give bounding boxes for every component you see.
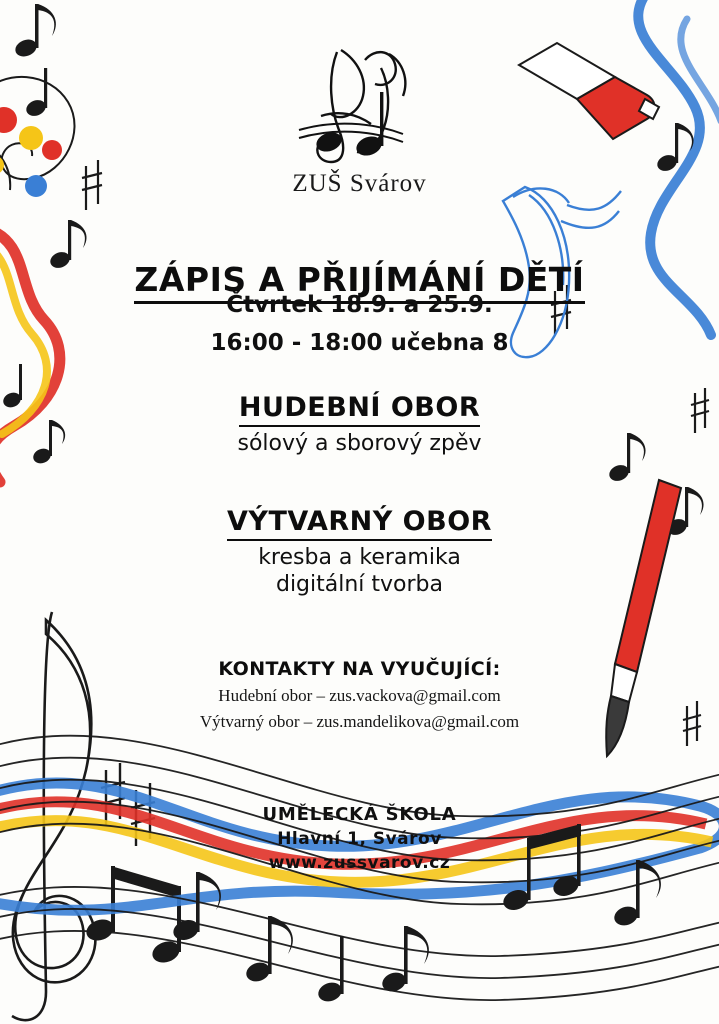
contact-art[interactable]: Výtvarný obor – zus.mandelikova@gmail.com [199, 712, 520, 731]
section-art-line-2: digitální tvorba [275, 572, 444, 597]
contacts-block [0, 658, 719, 732]
footer-address: Hlavní 1, Svárov [277, 829, 442, 849]
school-logo [0, 38, 719, 198]
event-date: Čtvrtek 18.9. a 25.9. [226, 292, 493, 318]
section-music-heading [0, 392, 719, 423]
section-art-heading-text: VÝTVARNÝ OBOR [227, 506, 492, 541]
contact-music[interactable]: Hudební obor – zus.vackova@gmail.com [218, 686, 501, 705]
footer-website[interactable]: www.zussvarov.cz [268, 853, 451, 873]
logo-text: ZUŠ Svárov [292, 170, 427, 197]
event-time: 16:00 - 18:00 učebna 8 [210, 330, 509, 356]
section-music-line-1: sólový a sborový zpěv [237, 431, 482, 456]
page-title-text: ZÁPIS A PŘIJÍMÁNÍ DĚTÍ [134, 260, 584, 304]
contacts-title: KONTAKTY NA VYUČUJÍCÍ: [218, 658, 501, 680]
music-clef-logo-icon [285, 38, 435, 168]
section-art [0, 506, 719, 597]
section-art-line-1: kresba a keramika [258, 545, 461, 570]
footer-block [0, 800, 719, 873]
section-music-heading-text: HUDEBNÍ OBOR [239, 392, 480, 427]
section-music [0, 392, 719, 456]
footer-school-name: UMĚLECKÁ ŠKOLA [262, 804, 457, 825]
section-art-heading [0, 506, 719, 537]
